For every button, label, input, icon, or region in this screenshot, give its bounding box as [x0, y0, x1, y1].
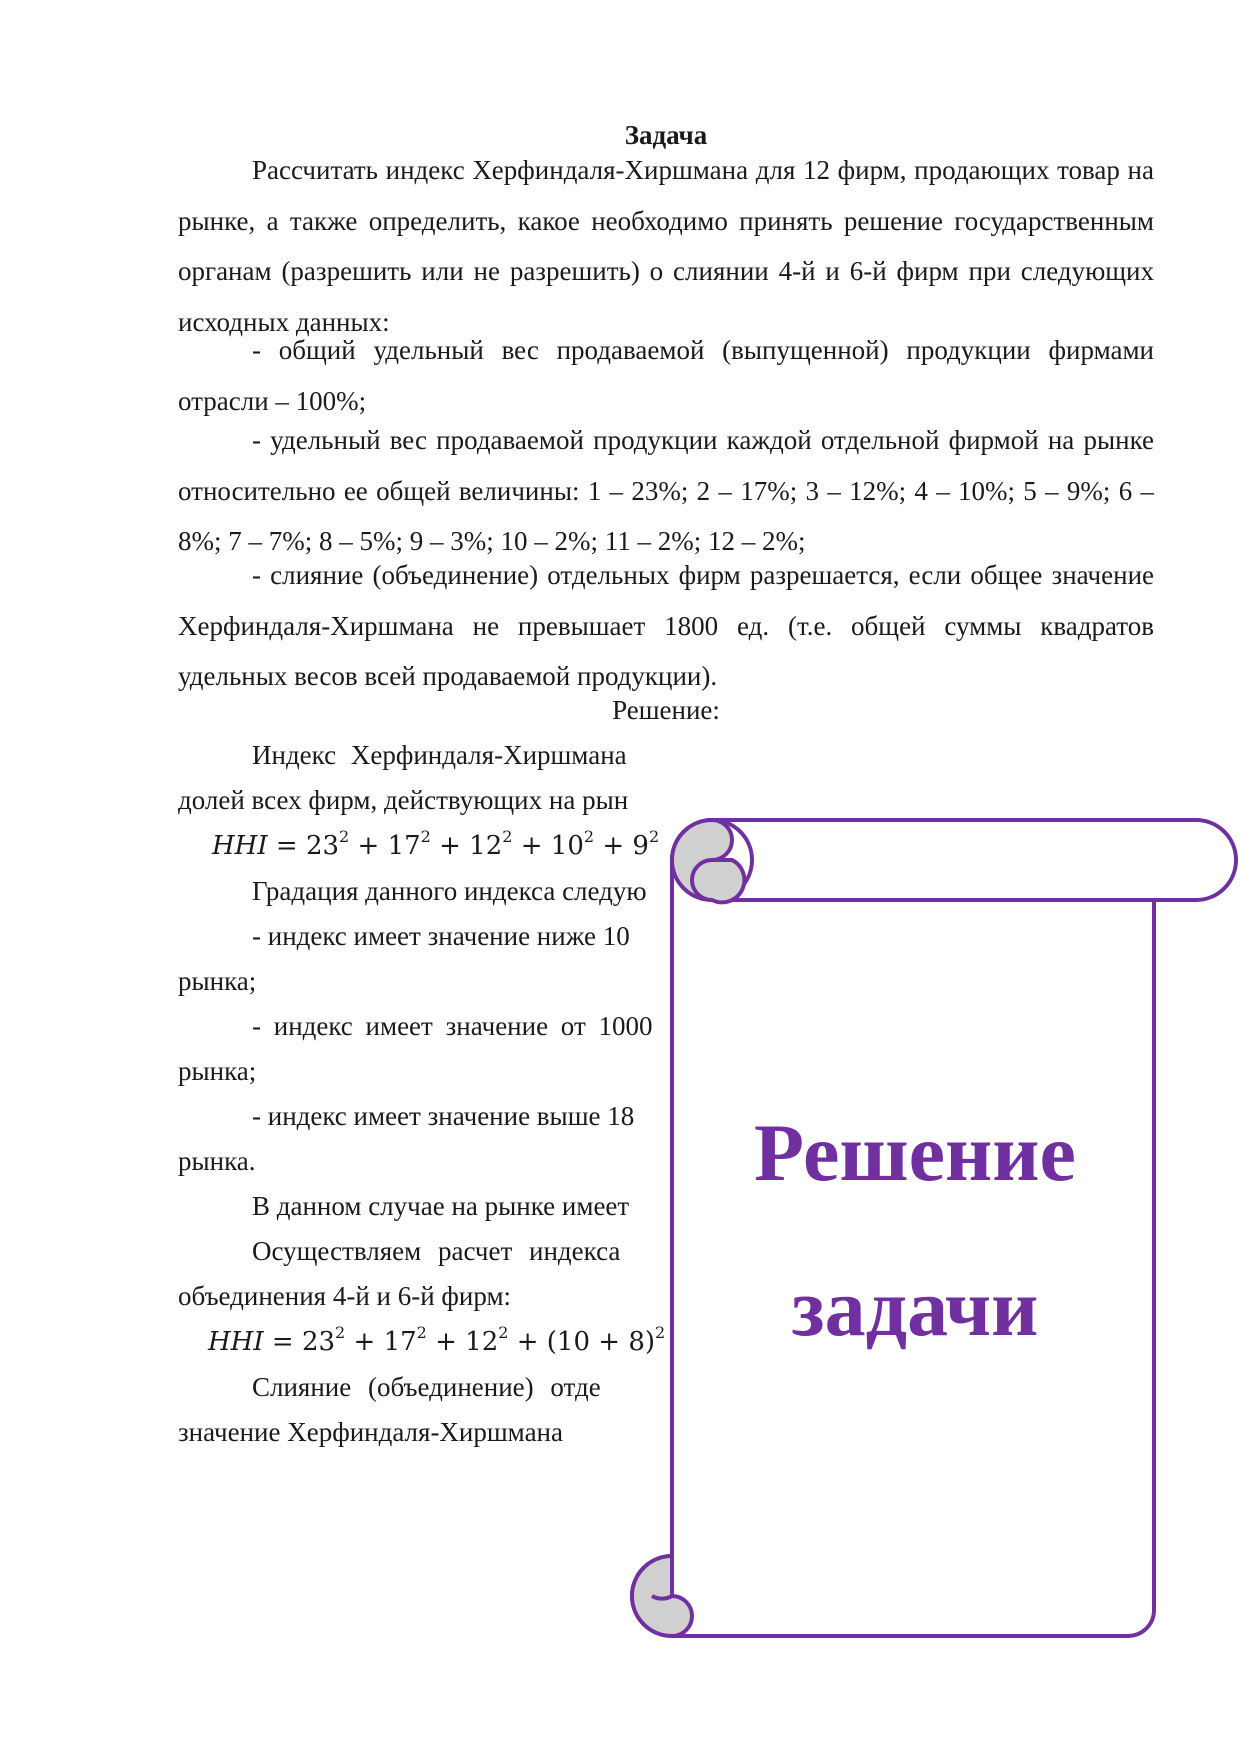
- formula-operator: +: [357, 831, 380, 861]
- formula-exponent: 2: [502, 827, 513, 846]
- solution-line: Индекс Херфиндаля-Хиршмана: [252, 740, 627, 770]
- solution-line: долей всех фирм, действующих на рын: [178, 785, 629, 815]
- formula-operator: +: [435, 1327, 457, 1357]
- formula-term: 23: [301, 1327, 336, 1357]
- solution-line: значение Херфиндаля-Хиршмана: [178, 1417, 563, 1447]
- task-title: Задача: [624, 120, 708, 150]
- solution-line: Слияние (объединение) отде: [252, 1372, 601, 1402]
- formula-operator: +: [353, 1327, 376, 1357]
- formula-term: 12: [465, 1327, 499, 1357]
- formula-lhs: HHI: [208, 1327, 264, 1357]
- task-paragraph-total-share: - общий удельный вес продаваемой (выпущенной) продукции фирмами отрасли – 100%;: [178, 335, 1154, 416]
- solution-line: рынка;: [178, 966, 257, 996]
- formula-operator: +: [520, 831, 543, 861]
- formula-exponent: 2: [335, 1323, 346, 1342]
- formula-operator: =: [271, 1327, 294, 1357]
- scroll-title-line1: Решение: [754, 1107, 1076, 1198]
- formula-exponent: 2: [498, 1323, 509, 1342]
- task-paragraph-intro: Рассчитать индекс Херфиндаля-Хиршмана для 12 фирм, продающих товар на рынке, а также определить, какое необходимо принять решение государственным органам (разрешить или не разрешить) о слиянии 4-й и 6-й фирм при следующих исходных данных:: [178, 155, 1154, 337]
- formula-term: 17: [383, 1327, 417, 1357]
- formula-term: 17: [387, 831, 421, 861]
- solution-line: Градация данного индекса следую: [252, 876, 647, 906]
- formula-operator: +: [439, 831, 461, 861]
- formula-exponent: 2: [655, 1323, 666, 1342]
- scroll-title-line2: задачи: [791, 1262, 1039, 1353]
- formula-operator: =: [275, 831, 298, 861]
- formula-lhs: HHI: [212, 831, 268, 861]
- solution-line: - индекс имеет значение ниже 10: [252, 921, 630, 951]
- formula-exponent: 2: [583, 827, 595, 846]
- scroll-body: [672, 820, 1154, 1636]
- task-paragraph-merger-rule: - слияние (объединение) отдельных фирм разрешается, если общее значение Херфиндаля-Хиршмана не превышает 1800 ед. (т.е. общей суммы квадратов удельных весов всей продаваемой продукции).: [178, 560, 1154, 692]
- solution-line: - индекс имеет значение выше 18: [252, 1101, 635, 1131]
- formula-exponent: 2: [416, 1323, 427, 1342]
- solution-line: рынка;: [178, 1056, 257, 1086]
- solution-heading: Решение:: [612, 695, 720, 725]
- formula-term: 12: [469, 831, 503, 861]
- formula-operator: +: [516, 1327, 539, 1357]
- solution-line: - индекс имеет значение от 1000: [252, 1011, 653, 1041]
- formula-exponent: 2: [420, 827, 431, 846]
- solution-line: объединения 4-й и 6-й фирм:: [178, 1281, 512, 1311]
- formula-exponent: 2: [648, 827, 660, 846]
- formula-term: 10: [550, 831, 584, 861]
- formula-term: 9: [632, 831, 649, 861]
- formula-term: 23: [305, 831, 340, 861]
- solution-line: рынка.: [178, 1146, 256, 1176]
- formula-operator: +: [602, 831, 625, 861]
- formula-exponent: 2: [339, 827, 350, 846]
- solution-line: Осуществляем расчет индекса: [252, 1236, 621, 1266]
- solution-line: В данном случае на рынке имеет: [252, 1191, 630, 1221]
- scroll-top-roll: [712, 820, 1236, 900]
- task-paragraph-firm-shares: - удельный вес продаваемой продукции каждой отдельной фирмой на рынке относительно ее общей величины: 1 – 23%; 2 – 17%; 3 – 12%; 4 – 10%; 5 – 9%; 6 – 8%; 7 – 7%; 8 – 5%; 9 – 3%; 10 – 2%; 11 – 2%; 12 – 2%;: [178, 425, 1154, 557]
- formula-merged-term: (10 + 8): [546, 1327, 656, 1357]
